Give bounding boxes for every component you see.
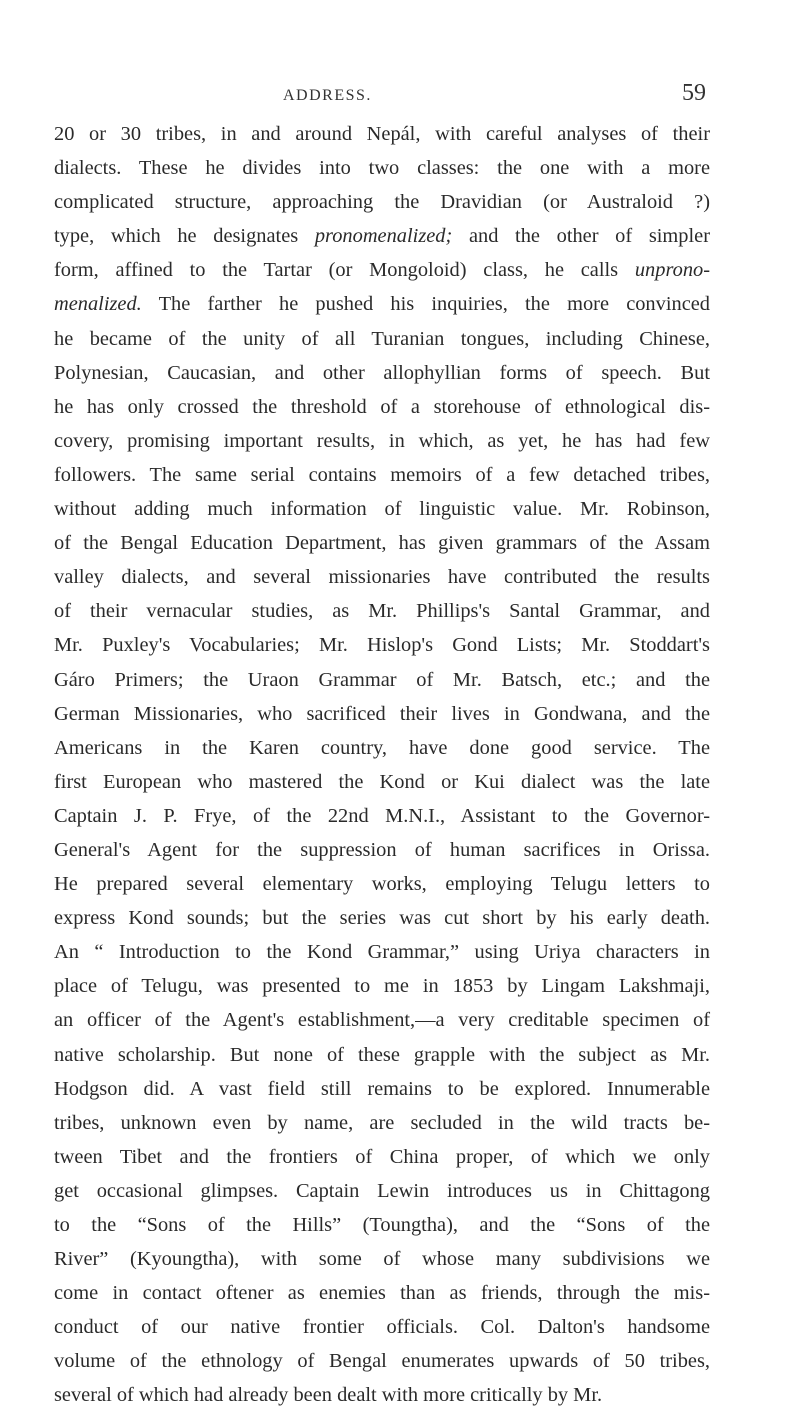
text-line: Gáro Primers; the Uraon Grammar of Mr. Batsch, etc.; and the bbox=[54, 668, 710, 691]
text-line: covery, promising important results, in which, as yet, he has had few bbox=[54, 429, 710, 452]
text-line: to the “Sons of the Hills” (Toungtha), and the “Sons of the bbox=[54, 1214, 710, 1236]
text-line: General's Agent for the suppression of human sacrifices in Orissa. bbox=[54, 838, 710, 861]
text-line: get occasional glimpses. Captain Lewin introduces us in Chittagong bbox=[54, 1179, 710, 1202]
page-number: 59 bbox=[682, 80, 706, 106]
text-line: Americans in the Karen country, have done good service. The bbox=[54, 736, 710, 759]
text-line: Hodgson did. A vast field still remains to be explored. Innumerable bbox=[54, 1077, 710, 1100]
text-line: first European who mastered the Kond or Kui dialect was the late bbox=[54, 770, 710, 793]
text-line-mixed bbox=[54, 219, 710, 253]
text-segment: form, affined to the Tartar (or Mongoloid) class, he calls bbox=[54, 259, 635, 282]
text-line: tween Tibet and the frontiers of China proper, of which we only bbox=[54, 1145, 710, 1168]
text-segment: The farther he pushed his inquiries, the more convinced bbox=[141, 293, 710, 316]
text-line: place of Telugu, was presented to me in 1853 by Lingam Lakshmaji, bbox=[54, 975, 710, 998]
running-title: ADDRESS. bbox=[283, 87, 372, 104]
italic-term-unprono: unprono- bbox=[634, 259, 710, 282]
text-line: without adding much information of linguistic value. Mr. Robinson, bbox=[54, 498, 710, 521]
text-line: he became of the unity of all Turanian tongues, including Chinese, bbox=[54, 327, 710, 350]
running-head bbox=[283, 84, 372, 105]
text-segment: type, which he designates bbox=[54, 225, 315, 248]
text-line: of the Bengal Education Department, has given grammars of the Assam bbox=[54, 532, 710, 555]
text-line: dialects. These he divides into two classes: the one with a more bbox=[54, 157, 710, 180]
text-line: An “ Introduction to the Kond Grammar,” using Uriya characters in bbox=[54, 941, 710, 964]
italic-term-menalized: menalized. bbox=[54, 293, 142, 316]
text-line: Captain J. P. Frye, of the 22nd M.N.I., Assistant to the Governor- bbox=[54, 804, 710, 827]
text-line: come in contact oftener as enemies than as friends, through the mis- bbox=[54, 1282, 710, 1305]
text-line: River” (Kyoungtha), with some of whose many subdivisions we bbox=[54, 1248, 710, 1271]
text-line: followers. The same serial contains memoirs of a few detached tribes, bbox=[54, 463, 710, 486]
text-line: several of which had already been dealt with more critically by Mr. bbox=[54, 1384, 603, 1407]
text-line: conduct of our native frontier officials. Col. Dalton's handsome bbox=[54, 1316, 710, 1339]
body-text bbox=[54, 117, 710, 1413]
text-line: tribes, unknown even by name, are secluded in the wild tracts be- bbox=[54, 1111, 710, 1134]
text-line: express Kond sounds; but the series was cut short by his early death. bbox=[54, 907, 710, 930]
text-line: He prepared several elementary works, employing Telugu letters to bbox=[54, 873, 710, 896]
text-line: Mr. Puxley's Vocabularies; Mr. Hislop's Gond Lists; Mr. Stoddart's bbox=[54, 634, 710, 657]
text-line: volume of the ethnology of Bengal enumerates upwards of 50 tribes, bbox=[54, 1350, 710, 1373]
text-line: an officer of the Agent's establishment,—a very creditable specimen of bbox=[54, 1009, 710, 1032]
text-line: he has only crossed the threshold of a storehouse of ethnological dis- bbox=[54, 395, 710, 418]
text-line-mixed bbox=[54, 253, 710, 287]
text-line: valley dialects, and several missionaries have contributed the results bbox=[54, 566, 710, 589]
text-line: native scholarship. But none of these grapple with the subject as Mr. bbox=[54, 1043, 710, 1066]
text-line-mixed bbox=[54, 287, 710, 321]
text-line: German Missionaries, who sacrificed their lives in Gondwana, and the bbox=[54, 702, 710, 725]
italic-term-pronomenalized: pronomenalized; bbox=[314, 225, 453, 248]
text-line: 20 or 30 tribes, in and around Nepál, with careful analyses of their bbox=[54, 123, 710, 145]
text-segment: and the other of simpler bbox=[452, 225, 710, 248]
text-line: Polynesian, Caucasian, and other allophyllian forms of speech. But bbox=[54, 361, 710, 384]
text-line: complicated structure, approaching the Dravidian (or Australoid ?) bbox=[54, 191, 710, 214]
text-line: of their vernacular studies, as Mr. Phillips's Santal Grammar, and bbox=[54, 600, 710, 623]
